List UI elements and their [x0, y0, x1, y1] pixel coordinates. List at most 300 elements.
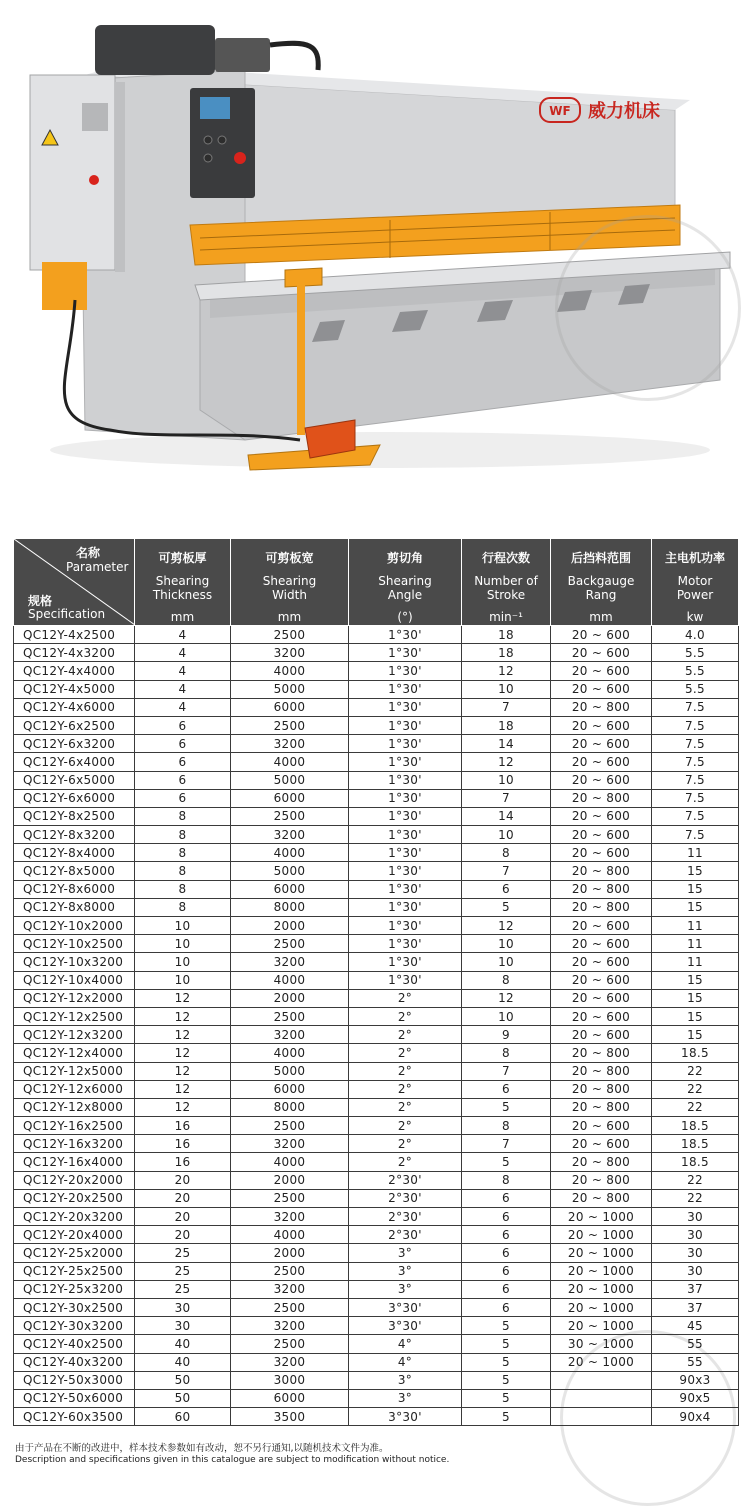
table-cell: 8: [135, 807, 231, 825]
table-cell: 6: [462, 1080, 551, 1098]
table-cell: 12: [462, 753, 551, 771]
table-cell: 10: [462, 953, 551, 971]
model-cell: QC12Y-50x6000: [14, 1389, 135, 1407]
table-cell: 6000: [231, 1389, 349, 1407]
column-header-unit: min⁻¹: [489, 610, 523, 624]
table-cell: 20 ~ 800: [551, 1098, 652, 1116]
model-cell: QC12Y-40x3200: [14, 1353, 135, 1371]
table-cell: 5.5: [652, 680, 739, 698]
table-row: [14, 1153, 739, 1171]
table-cell: 8000: [231, 898, 349, 916]
model-cell: QC12Y-40x2500: [14, 1335, 135, 1353]
table-cell: [551, 1389, 652, 1407]
table-cell: 3°: [349, 1371, 462, 1389]
table-row: [14, 662, 739, 680]
table-cell: 15: [652, 862, 739, 880]
column-header-zh: 主电机功率: [664, 551, 725, 565]
table-cell: 20 ~ 800: [551, 789, 652, 807]
table-cell: 5: [462, 1317, 551, 1335]
table-cell: 3°30': [349, 1408, 462, 1426]
table-cell: [551, 1371, 652, 1389]
table-cell: 20 ~ 1000: [551, 1226, 652, 1244]
brand-logo: WF: [549, 104, 571, 118]
table-cell: 40: [135, 1335, 231, 1353]
table-row: [14, 807, 739, 825]
table-cell: 4000: [231, 1044, 349, 1062]
table-cell: 7.5: [652, 771, 739, 789]
table-cell: 20 ~ 1000: [551, 1317, 652, 1335]
column-header: [231, 539, 349, 626]
table-cell: 6: [462, 1226, 551, 1244]
table-cell: 2500: [231, 1117, 349, 1135]
table-cell: 20 ~ 800: [551, 1153, 652, 1171]
table-cell: 12: [462, 662, 551, 680]
column-header-en1: Motor: [677, 574, 713, 588]
table-cell: 22: [652, 1062, 739, 1080]
table-row: [14, 626, 739, 644]
table-row: [14, 862, 739, 880]
table-cell: 7: [462, 698, 551, 716]
table-cell: 6: [462, 1244, 551, 1262]
corner-zh-top: 名称: [76, 546, 101, 560]
column-header-en1: Backgauge: [567, 574, 635, 588]
table-cell: 8000: [231, 1098, 349, 1116]
model-cell: QC12Y-8x6000: [14, 880, 135, 898]
table-cell: 1°30': [349, 935, 462, 953]
table-cell: 20: [135, 1171, 231, 1189]
table-cell: 4000: [231, 753, 349, 771]
table-cell: 7.5: [652, 716, 739, 734]
table-cell: 2°: [349, 1080, 462, 1098]
model-cell: QC12Y-4x2500: [14, 626, 135, 644]
table-cell: 50: [135, 1371, 231, 1389]
table-cell: 1°30': [349, 826, 462, 844]
model-cell: QC12Y-25x2000: [14, 1244, 135, 1262]
table-cell: 4: [135, 680, 231, 698]
table-cell: 6: [462, 1262, 551, 1280]
table-cell: 20 ~ 600: [551, 844, 652, 862]
table-cell: 20 ~ 600: [551, 953, 652, 971]
table-cell: 12: [135, 989, 231, 1007]
table-row: [14, 1262, 739, 1280]
model-cell: QC12Y-8x3200: [14, 826, 135, 844]
table-cell: 4°: [349, 1353, 462, 1371]
table-cell: 1°30': [349, 898, 462, 916]
table-cell: 18.5: [652, 1117, 739, 1135]
table-cell: 30: [135, 1298, 231, 1316]
table-row: [14, 971, 739, 989]
model-cell: QC12Y-12x6000: [14, 1080, 135, 1098]
table-cell: 5.5: [652, 644, 739, 662]
column-header-en2: Angle: [387, 588, 423, 602]
table-row: [14, 644, 739, 662]
column-header-zh: 剪切角: [386, 551, 423, 565]
model-cell: QC12Y-4x4000: [14, 662, 135, 680]
table-cell: 12: [462, 917, 551, 935]
table-cell: 8: [135, 898, 231, 916]
table-cell: 4: [135, 662, 231, 680]
model-cell: QC12Y-30x3200: [14, 1317, 135, 1335]
table-cell: 10: [135, 953, 231, 971]
table-cell: 20 ~ 600: [551, 716, 652, 734]
disclaimer-en: Description and specifications given in this catalogue are subject to modification without notice.: [15, 1455, 450, 1465]
table-cell: 6: [462, 1208, 551, 1226]
table-cell: 8: [462, 1117, 551, 1135]
corner-en-bottom: Specification: [28, 607, 106, 621]
table-row: [14, 771, 739, 789]
column-header-zh: 可剪板宽: [265, 551, 314, 565]
table-cell: 6: [135, 716, 231, 734]
table-cell: 20 ~ 600: [551, 662, 652, 680]
column-header-en2: Width: [272, 588, 307, 602]
table-row: [14, 826, 739, 844]
model-cell: QC12Y-8x8000: [14, 898, 135, 916]
table-cell: 18.5: [652, 1044, 739, 1062]
table-row: [14, 1226, 739, 1244]
table-cell: 20 ~ 800: [551, 1080, 652, 1098]
table-cell: 1°30': [349, 807, 462, 825]
table-cell: 2000: [231, 917, 349, 935]
table-cell: 3200: [231, 953, 349, 971]
table-cell: 18: [462, 644, 551, 662]
table-cell: 10: [135, 971, 231, 989]
table-cell: 4000: [231, 662, 349, 680]
table-row: [14, 1062, 739, 1080]
table-cell: 3°: [349, 1280, 462, 1298]
table-cell: 6: [462, 1280, 551, 1298]
table-row: [14, 789, 739, 807]
table-cell: 5: [462, 1408, 551, 1426]
model-cell: QC12Y-10x3200: [14, 953, 135, 971]
table-cell: 20 ~ 800: [551, 1171, 652, 1189]
table-cell: 20 ~ 800: [551, 880, 652, 898]
table-cell: 20 ~ 600: [551, 644, 652, 662]
table-cell: 1°30': [349, 626, 462, 644]
table-cell: 5000: [231, 771, 349, 789]
column-header-zh: 行程次数: [481, 551, 530, 565]
column-header: [349, 539, 462, 626]
model-cell: QC12Y-20x4000: [14, 1226, 135, 1244]
table-cell: 30: [652, 1226, 739, 1244]
column-header: [652, 539, 739, 626]
table-cell: 10: [462, 680, 551, 698]
column-header-unit: mm: [277, 610, 302, 624]
table-cell: 1°30': [349, 953, 462, 971]
table-cell: 10: [135, 935, 231, 953]
table-cell: 8: [462, 1171, 551, 1189]
table-row: [14, 898, 739, 916]
table-cell: 20 ~ 1000: [551, 1298, 652, 1316]
model-cell: QC12Y-4x3200: [14, 644, 135, 662]
table-cell: 3200: [231, 1317, 349, 1335]
table-cell: 12: [135, 1098, 231, 1116]
table-row: [14, 1335, 739, 1353]
table-cell: 1°30': [349, 716, 462, 734]
table-cell: 22: [652, 1171, 739, 1189]
table-row: [14, 1208, 739, 1226]
table-cell: 11: [652, 844, 739, 862]
table-cell: 20 ~ 800: [551, 862, 652, 880]
model-cell: QC12Y-8x4000: [14, 844, 135, 862]
table-cell: 50: [135, 1389, 231, 1407]
table-cell: 2°: [349, 1062, 462, 1080]
model-cell: QC12Y-6x3200: [14, 735, 135, 753]
model-cell: QC12Y-16x3200: [14, 1135, 135, 1153]
column-header-en1: Number of: [474, 574, 538, 588]
table-cell: 1°30': [349, 862, 462, 880]
table-cell: 90x4: [652, 1408, 739, 1426]
table-cell: 2°: [349, 1098, 462, 1116]
table-cell: 90x3: [652, 1371, 739, 1389]
table-cell: 4: [135, 644, 231, 662]
table-cell: 20 ~ 800: [551, 1044, 652, 1062]
table-cell: 60: [135, 1408, 231, 1426]
spec-table: [13, 538, 739, 1426]
table-cell: 20 ~ 600: [551, 1007, 652, 1025]
table-cell: 2°30': [349, 1171, 462, 1189]
table-cell: 5: [462, 898, 551, 916]
model-cell: QC12Y-6x4000: [14, 753, 135, 771]
model-cell: QC12Y-16x2500: [14, 1117, 135, 1135]
table-cell: 40: [135, 1353, 231, 1371]
table-cell: 12: [462, 989, 551, 1007]
model-cell: QC12Y-20x2000: [14, 1171, 135, 1189]
table-row: [14, 953, 739, 971]
table-row: [14, 1026, 739, 1044]
model-cell: QC12Y-10x2000: [14, 917, 135, 935]
table-cell: 2500: [231, 1262, 349, 1280]
table-row: [14, 935, 739, 953]
table-cell: 1°30': [349, 844, 462, 862]
model-cell: QC12Y-12x4000: [14, 1044, 135, 1062]
table-cell: 10: [462, 771, 551, 789]
table-cell: 3200: [231, 735, 349, 753]
table-cell: 30 ~ 1000: [551, 1335, 652, 1353]
table-cell: 2500: [231, 1189, 349, 1207]
column-header-unit: mm: [589, 610, 613, 624]
table-cell: 6: [462, 880, 551, 898]
table-cell: 5: [462, 1335, 551, 1353]
table-cell: 20 ~ 600: [551, 807, 652, 825]
table-cell: 20 ~ 600: [551, 1117, 652, 1135]
table-cell: 16: [135, 1153, 231, 1171]
table-cell: 20 ~ 600: [551, 735, 652, 753]
table-cell: 3200: [231, 1208, 349, 1226]
table-cell: 30: [652, 1208, 739, 1226]
table-cell: 9: [462, 1026, 551, 1044]
table-row: [14, 1371, 739, 1389]
table-cell: 5000: [231, 1062, 349, 1080]
table-cell: 18: [462, 626, 551, 644]
table-cell: 37: [652, 1298, 739, 1316]
table-cell: 18.5: [652, 1135, 739, 1153]
table-row: [14, 753, 739, 771]
table-cell: 1°30': [349, 735, 462, 753]
table-row: [14, 844, 739, 862]
table-cell: 3°: [349, 1262, 462, 1280]
table-cell: 20 ~ 800: [551, 1189, 652, 1207]
model-cell: QC12Y-8x5000: [14, 862, 135, 880]
table-cell: 6000: [231, 698, 349, 716]
table-cell: 8: [135, 826, 231, 844]
corner-en-top: Parameter: [66, 560, 129, 574]
table-cell: 20 ~ 600: [551, 989, 652, 1007]
model-cell: QC12Y-12x3200: [14, 1026, 135, 1044]
table-row: [14, 1135, 739, 1153]
table-cell: 8: [462, 1044, 551, 1062]
watermark-seal: [555, 215, 741, 401]
table-row: [14, 1353, 739, 1371]
table-cell: 1°30': [349, 698, 462, 716]
table-cell: 22: [652, 1080, 739, 1098]
table-cell: 30: [135, 1317, 231, 1335]
table-row: [14, 680, 739, 698]
table-row: [14, 989, 739, 1007]
table-row: [14, 1244, 739, 1262]
table-cell: 90x5: [652, 1389, 739, 1407]
column-header-unit: mm: [170, 610, 195, 624]
table-cell: 6000: [231, 1080, 349, 1098]
table-cell: 6000: [231, 789, 349, 807]
table-cell: 12: [135, 1080, 231, 1098]
table-cell: 4000: [231, 844, 349, 862]
column-header-zh: 可剪板厚: [158, 551, 207, 565]
table-cell: 7.5: [652, 807, 739, 825]
table-cell: 11: [652, 953, 739, 971]
column-header-unit: kw: [686, 610, 704, 624]
table-cell: 7: [462, 789, 551, 807]
model-cell: QC12Y-12x5000: [14, 1062, 135, 1080]
table-cell: 6: [135, 753, 231, 771]
table-cell: 7.5: [652, 698, 739, 716]
table-cell: 7: [462, 862, 551, 880]
column-header-en2: Thickness: [152, 588, 213, 602]
column-header-en2: Stroke: [486, 588, 526, 602]
table-cell: 2°30': [349, 1189, 462, 1207]
table-cell: 25: [135, 1262, 231, 1280]
table-cell: 6: [135, 771, 231, 789]
model-cell: QC12Y-12x2000: [14, 989, 135, 1007]
table-cell: 18: [462, 716, 551, 734]
table-cell: 12: [135, 1044, 231, 1062]
spec-table-body: [14, 626, 739, 1426]
table-cell: 4000: [231, 1153, 349, 1171]
table-cell: 16: [135, 1117, 231, 1135]
table-cell: 10: [462, 826, 551, 844]
table-cell: 8: [135, 844, 231, 862]
table-row: [14, 880, 739, 898]
table-cell: 3°30': [349, 1317, 462, 1335]
model-cell: QC12Y-12x2500: [14, 1007, 135, 1025]
table-cell: 25: [135, 1244, 231, 1262]
table-cell: 15: [652, 880, 739, 898]
table-cell: 25: [135, 1280, 231, 1298]
model-cell: QC12Y-10x2500: [14, 935, 135, 953]
table-cell: 2500: [231, 807, 349, 825]
table-cell: 6: [135, 735, 231, 753]
table-cell: 30: [652, 1244, 739, 1262]
brand-name: 威力机床: [588, 101, 660, 122]
table-row: [14, 1007, 739, 1025]
table-cell: 2°: [349, 1117, 462, 1135]
table-cell: 8: [135, 880, 231, 898]
table-cell: 20 ~ 600: [551, 971, 652, 989]
table-cell: 20 ~ 600: [551, 680, 652, 698]
table-cell: 20 ~ 600: [551, 626, 652, 644]
model-cell: QC12Y-60x3500: [14, 1408, 135, 1426]
table-cell: 15: [652, 898, 739, 916]
table-cell: 5000: [231, 862, 349, 880]
table-cell: 15: [652, 1026, 739, 1044]
table-cell: 20 ~ 800: [551, 1062, 652, 1080]
table-cell: 5: [462, 1353, 551, 1371]
table-cell: 5000: [231, 680, 349, 698]
table-cell: 2°30': [349, 1208, 462, 1226]
table-cell: 20 ~ 600: [551, 753, 652, 771]
model-cell: QC12Y-6x6000: [14, 789, 135, 807]
model-cell: QC12Y-4x6000: [14, 698, 135, 716]
table-cell: 2500: [231, 1335, 349, 1353]
table-row: [14, 1044, 739, 1062]
table-row: [14, 1117, 739, 1135]
table-cell: 4.0: [652, 626, 739, 644]
table-cell: 10: [462, 935, 551, 953]
column-header: [462, 539, 551, 626]
model-cell: QC12Y-16x4000: [14, 1153, 135, 1171]
table-cell: 2°: [349, 1026, 462, 1044]
column-header-en1: Shearing: [262, 574, 317, 588]
table-cell: 7: [462, 1062, 551, 1080]
table-row: [14, 1280, 739, 1298]
column-header-unit: (°): [397, 610, 413, 624]
table-cell: 3500: [231, 1408, 349, 1426]
column-header-en2: Power: [676, 588, 714, 602]
table-row: [14, 1408, 739, 1426]
table-cell: 16: [135, 1135, 231, 1153]
table-row: [14, 698, 739, 716]
table-cell: 8: [135, 862, 231, 880]
model-cell: QC12Y-25x2500: [14, 1262, 135, 1280]
table-cell: 1°30': [349, 917, 462, 935]
table-row: [14, 917, 739, 935]
table-cell: 20 ~ 800: [551, 698, 652, 716]
table-cell: 10: [462, 1007, 551, 1025]
table-cell: 2°: [349, 1153, 462, 1171]
table-row: [14, 1189, 739, 1207]
model-cell: QC12Y-10x4000: [14, 971, 135, 989]
model-cell: QC12Y-8x2500: [14, 807, 135, 825]
table-cell: 2500: [231, 1298, 349, 1316]
corner-zh-bottom: 规格: [28, 594, 53, 608]
table-cell: 5.5: [652, 662, 739, 680]
table-cell: 1°30': [349, 644, 462, 662]
table-cell: 2000: [231, 1244, 349, 1262]
model-cell: QC12Y-6x5000: [14, 771, 135, 789]
table-cell: 7.5: [652, 789, 739, 807]
table-cell: 3°: [349, 1244, 462, 1262]
table-cell: 2°30': [349, 1226, 462, 1244]
table-cell: 2500: [231, 935, 349, 953]
table-cell: 4000: [231, 1226, 349, 1244]
table-cell: 11: [652, 917, 739, 935]
table-cell: 1°30': [349, 662, 462, 680]
table-cell: 20 ~ 800: [551, 898, 652, 916]
model-cell: QC12Y-12x8000: [14, 1098, 135, 1116]
table-cell: 22: [652, 1098, 739, 1116]
table-cell: 2500: [231, 716, 349, 734]
table-cell: 2000: [231, 1171, 349, 1189]
column-header: [551, 539, 652, 626]
